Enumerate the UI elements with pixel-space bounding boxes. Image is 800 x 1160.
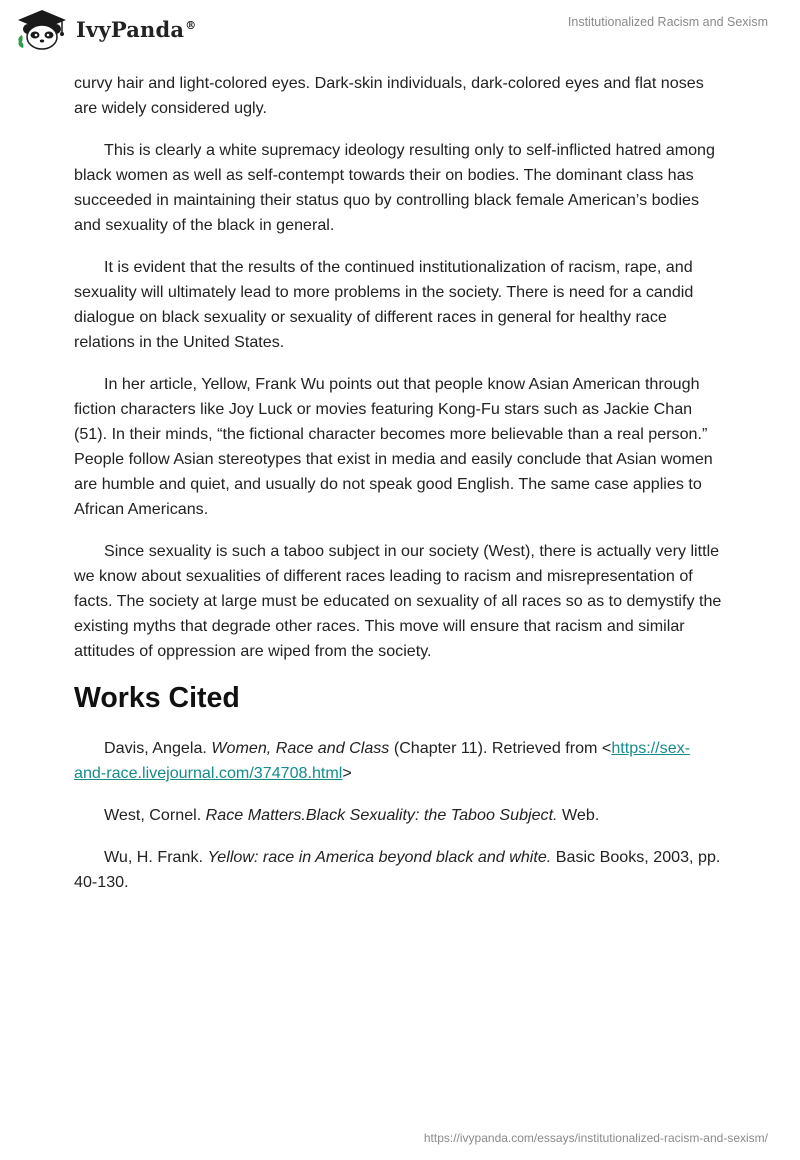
- footer-source-url[interactable]: https://ivypanda.com/essays/institutionalized-racism-and-sexism/: [423, 1131, 768, 1145]
- paragraph: This is clearly a white supremacy ideology resulting only to self-inflicted hatred among black women as well as self-contempt towards their on bodies. The dominant class has succeeded in maintaining their status quo by controlling black female American’s bodies and sexuality of the black in general.: [74, 141, 715, 234]
- essay-content: [74, 71, 722, 912]
- panda-graduate-icon: [14, 8, 70, 50]
- citation-link[interactable]: https://sex-and-race.livejournal.com/374708.html: [74, 739, 691, 782]
- citation-davis: Davis, Angela. Women, Race and Class (Chapter 11). Retrieved from <https://sex-and-race.livejournal.com/374708.html>: [74, 739, 691, 782]
- paragraph: Since sexuality is such a taboo subject in our society (West), there is actually very little we know about sexualities of different races leading to racism and misrepresentation of facts. The society at large must be educated on sexuality of all races so as to demystify the existing myths that degrade other races. This move will ensure that racism and similar attitudes of oppression are wiped from the society.: [74, 542, 722, 660]
- citation-wu: Wu, H. Frank. Yellow: race in America beyond black and white. Basic Books, 2003, pp. 40-130.: [74, 848, 721, 891]
- paragraph: It is evident that the results of the continued institutionalization of racism, rape, and sexuality will ultimately lead to more problems in the society. There is need for a candid dialogue on black sexuality or sexuality of different races in general for healthy race relations in the United States.: [74, 258, 694, 351]
- paragraph: In her article, Yellow, Frank Wu points out that people know Asian American through fiction characters like Joy Luck or movies featuring Kong-Fu stars such as Jackie Chan (51). In their minds, “the fictional character becomes more believable than a real person.” People follow Asian stereotypes that exist in media and easily conclude that Asian women are humble and quiet, and usually do not speak good English. The same case applies to African Americans.: [74, 375, 713, 518]
- citation-west: West, Cornel. Race Matters.Black Sexuality: the Taboo Subject. Web.: [104, 806, 600, 824]
- page-header: [0, 0, 800, 62]
- logo-wordmark: IvyPanda®: [76, 16, 197, 42]
- works-cited-heading: Works Cited: [74, 682, 240, 714]
- paragraph: curvy hair and light-colored eyes. Dark-skin individuals, dark-colored eyes and flat noses are widely considered ugly.: [74, 74, 704, 117]
- ivypanda-logo[interactable]: [14, 8, 196, 50]
- document-title: Institutionalized Racism and Sexism: [567, 15, 768, 29]
